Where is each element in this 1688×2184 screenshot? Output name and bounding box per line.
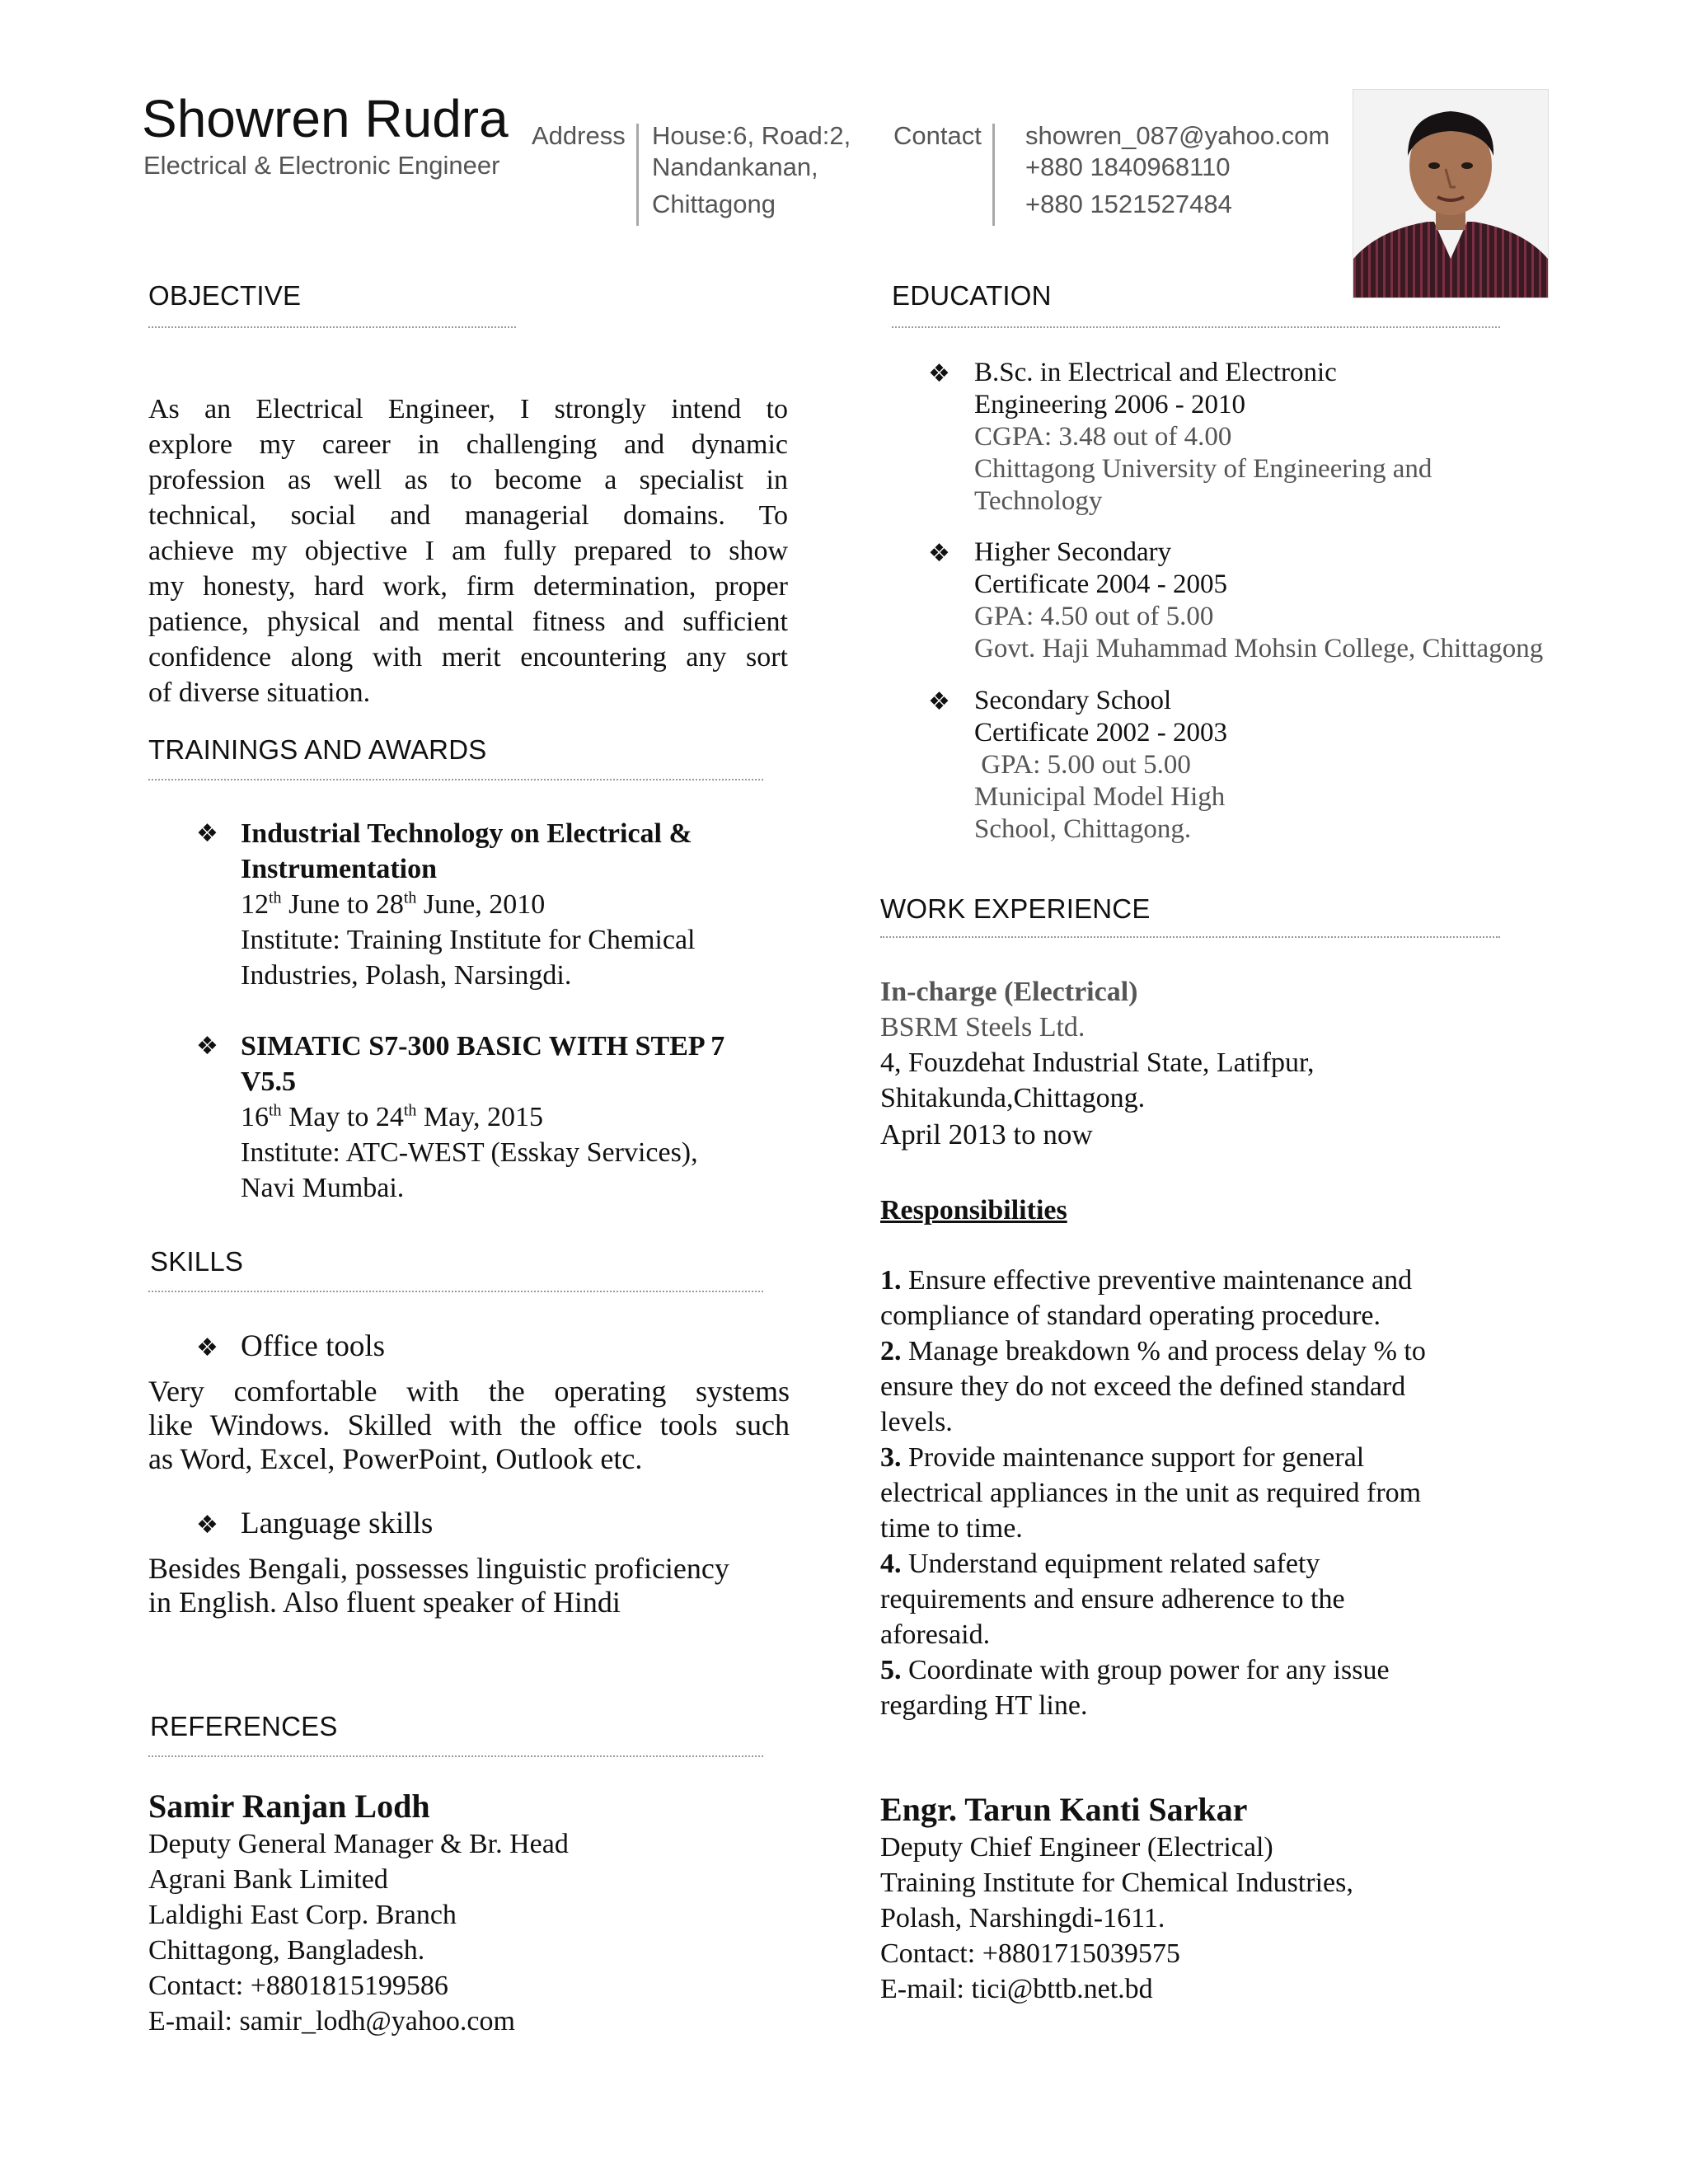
education-line: Certificate 2002 - 2003 [974, 718, 1227, 748]
reference-line: Laldighi East Corp. Branch [148, 1900, 457, 1930]
education-line: GPA: 4.50 out of 5.00 [974, 602, 1214, 631]
objective-line: explore my career in challenging and dynamic [148, 429, 788, 460]
responsibility-item [880, 1263, 1540, 1333]
responsibility-text: ensure they do not exceed the defined standard [880, 1371, 1406, 1402]
objective-line: profession as well as to become a specialist in [148, 465, 788, 495]
responsibility-text: regarding HT line. [880, 1690, 1088, 1721]
responsibilities-heading: Responsibilities [880, 1195, 1067, 1226]
address-line: Chittagong [652, 190, 776, 218]
training-institute: Industries, Polash, Narsingdi. [241, 960, 572, 991]
reference-email[interactable]: E-mail: tici@bttb.net.bd [880, 1974, 1153, 2004]
responsibility-number: 5. [880, 1655, 902, 1685]
skill-line: as Word, Excel, PowerPoint, Outlook etc. [148, 1442, 643, 1475]
bullet-icon: ❖ [196, 819, 218, 848]
skill-office-paragraph [148, 1375, 790, 1476]
responsibility-text: requirements and ensure adherence to the [880, 1584, 1345, 1615]
bullet-icon: ❖ [196, 1511, 218, 1540]
work-period: April 2013 to now [880, 1118, 1093, 1151]
work-company: BSRM Steels Ltd. [880, 1012, 1085, 1043]
reference-line: Chittagong, Bangladesh. [148, 1935, 425, 1966]
training-institute: Institute: Training Institute for Chemical [241, 925, 696, 955]
objective-line: my honesty, hard work, firm determination, proper [148, 571, 788, 602]
objective-line: technical, social and managerial domains. To [148, 500, 788, 531]
skill-language-paragraph [148, 1552, 808, 1619]
contact-label: Contact [893, 121, 982, 150]
reference-2 [880, 1790, 1540, 2007]
person-photo-icon [1353, 89, 1549, 298]
education-line: School, Chittagong. [974, 814, 1192, 844]
section-rule [892, 326, 1500, 328]
objective-paragraph [148, 391, 788, 710]
section-rule [148, 1755, 763, 1757]
responsibility-text: electrical appliances in the unit as required from [880, 1478, 1422, 1508]
responsibility-item [880, 1440, 1540, 1546]
responsibility-text: Manage breakdown % and process delay % to [901, 1336, 1426, 1366]
bullet-icon: ❖ [928, 359, 950, 388]
education-line: Govt. Haji Muhammad Mohsin College, Chittagong [974, 634, 1544, 663]
address-line: Nandankanan, [652, 152, 818, 181]
responsibility-item [880, 1652, 1540, 1723]
address-label: Address [532, 121, 626, 150]
objective-line: As an Electrical Engineer, I strongly intend to [148, 394, 788, 424]
work-address: Shitakunda,Chittagong. [880, 1083, 1146, 1113]
section-rule [148, 1291, 763, 1292]
section-heading-trainings: TRAININGS AND AWARDS [148, 734, 487, 765]
training-date: 12th June to 28th June, 2010 [241, 888, 546, 920]
skill-title-office: Office tools [241, 1329, 386, 1363]
address-lines [652, 120, 851, 220]
section-rule [148, 779, 763, 780]
education-line: Technology [974, 486, 1103, 516]
training-institute: Institute: ATC-WEST (Esskay Services), [241, 1137, 698, 1168]
bullet-icon: ❖ [928, 687, 950, 716]
reference-line: Deputy Chief Engineer (Electrical) [880, 1832, 1273, 1863]
responsibility-number: 4. [880, 1549, 902, 1579]
responsibility-number: 2. [880, 1336, 902, 1366]
responsibilities-list [880, 1263, 1540, 1723]
bullet-icon: ❖ [928, 539, 950, 568]
section-heading-references: REFERENCES [150, 1711, 338, 1741]
bullet-icon: ❖ [196, 1032, 218, 1061]
bullet-icon: ❖ [196, 1333, 218, 1362]
reference-name: Engr. Tarun Kanti Sarkar [880, 1791, 1248, 1828]
education-line: B.Sc. in Electrical and Electronic [974, 358, 1337, 387]
responsibility-text: Coordinate with group power for any issue [901, 1655, 1390, 1685]
skill-line: Very comfortable with the operating systems [148, 1375, 790, 1408]
contact-email[interactable]: showren_087@yahoo.com [1025, 121, 1330, 150]
training-item [241, 1029, 801, 1206]
reference-line: Agrani Bank Limited [148, 1864, 388, 1895]
objective-line: of diverse situation. [148, 677, 371, 708]
contact-lines [1025, 120, 1329, 220]
reference-line: Contact: +8801715039575 [880, 1938, 1180, 1969]
objective-line: achieve my objective I am fully prepared to show [148, 536, 788, 566]
responsibility-text: time to time. [880, 1513, 1023, 1544]
education-line: GPA: 5.00 out 5.00 [974, 750, 1191, 780]
contact-phone: +880 1840968110 [1025, 152, 1231, 181]
responsibility-text: levels. [880, 1407, 953, 1437]
responsibility-text: compliance of standard operating procedure. [880, 1301, 1381, 1331]
work-block [880, 974, 1540, 1154]
section-heading-education: EDUCATION [892, 280, 1052, 311]
contact-phone: +880 1521527484 [1025, 190, 1232, 218]
section-heading-work: WORK EXPERIENCE [880, 893, 1151, 924]
education-line: Chittagong University of Engineering and [974, 454, 1432, 484]
portrait-graphic [1353, 90, 1548, 298]
responsibility-item [880, 1546, 1540, 1652]
responsibility-item [880, 1333, 1540, 1440]
objective-line: patience, physical and mental fitness and sufficient [148, 607, 788, 637]
education-item [974, 685, 1584, 846]
candidate-title: Electrical & Electronic Engineer [143, 151, 500, 180]
section-heading-skills: SKILLS [150, 1246, 244, 1277]
responsibility-text: Understand equipment related safety [901, 1549, 1320, 1579]
objective-line: confidence along with merit encountering any sort [148, 642, 788, 673]
reference-line: Contact: +8801815199586 [148, 1971, 448, 2001]
skill-line: in English. Also fluent speaker of Hindi [148, 1586, 621, 1619]
education-item [974, 537, 1601, 665]
responsibility-text: aforesaid. [880, 1619, 991, 1650]
education-line: Secondary School [974, 686, 1172, 715]
candidate-name: Showren Rudra [142, 89, 509, 148]
address-line: House:6, Road:2, [652, 121, 851, 150]
contact-divider [992, 124, 995, 226]
training-institute: Navi Mumbai. [241, 1173, 405, 1203]
work-address: 4, Fouzdehat Industrial State, Latifpur, [880, 1047, 1315, 1078]
education-line: Certificate 2004 - 2005 [974, 569, 1227, 599]
reference-1 [148, 1787, 791, 2039]
responsibility-text: Provide maintenance support for general [901, 1442, 1365, 1473]
training-item [241, 816, 801, 993]
address-divider [636, 124, 639, 226]
work-position: In-charge (Electrical) [880, 977, 1138, 1007]
education-line: Municipal Model High [974, 782, 1226, 812]
education-line: Engineering 2006 - 2010 [974, 390, 1246, 419]
section-heading-objective: OBJECTIVE [148, 280, 302, 311]
training-date: 16th May to 24th May, 2015 [241, 1101, 544, 1132]
training-title: SIMATIC S7-300 BASIC WITH STEP 7 [241, 1031, 725, 1062]
education-line: CGPA: 3.48 out of 4.00 [974, 422, 1232, 452]
training-title: Industrial Technology on Electrical & [241, 818, 692, 849]
skill-title-language: Language skills [241, 1507, 434, 1540]
education-item [974, 357, 1584, 518]
reference-line: Deputy General Manager & Br. Head [148, 1829, 569, 1859]
reference-line: Polash, Narshingdi-1611. [880, 1903, 1165, 1933]
skill-line: like Windows. Skilled with the office tools such [148, 1408, 790, 1441]
responsibility-number: 1. [880, 1265, 902, 1296]
training-title: V5.5 [241, 1066, 297, 1097]
responsibility-text: Ensure effective preventive maintenance and [901, 1265, 1413, 1296]
education-line: Higher Secondary [974, 537, 1172, 567]
section-rule [148, 326, 516, 328]
reference-line: Training Institute for Chemical Industries, [880, 1868, 1353, 1898]
reference-name: Samir Ranjan Lodh [148, 1788, 430, 1825]
skill-line: Besides Bengali, possesses linguistic proficiency [148, 1552, 729, 1585]
training-title: Instrumentation [241, 854, 438, 884]
reference-email[interactable]: E-mail: samir_lodh@yahoo.com [148, 2006, 515, 2036]
section-rule [880, 936, 1500, 938]
responsibility-number: 3. [880, 1442, 902, 1473]
